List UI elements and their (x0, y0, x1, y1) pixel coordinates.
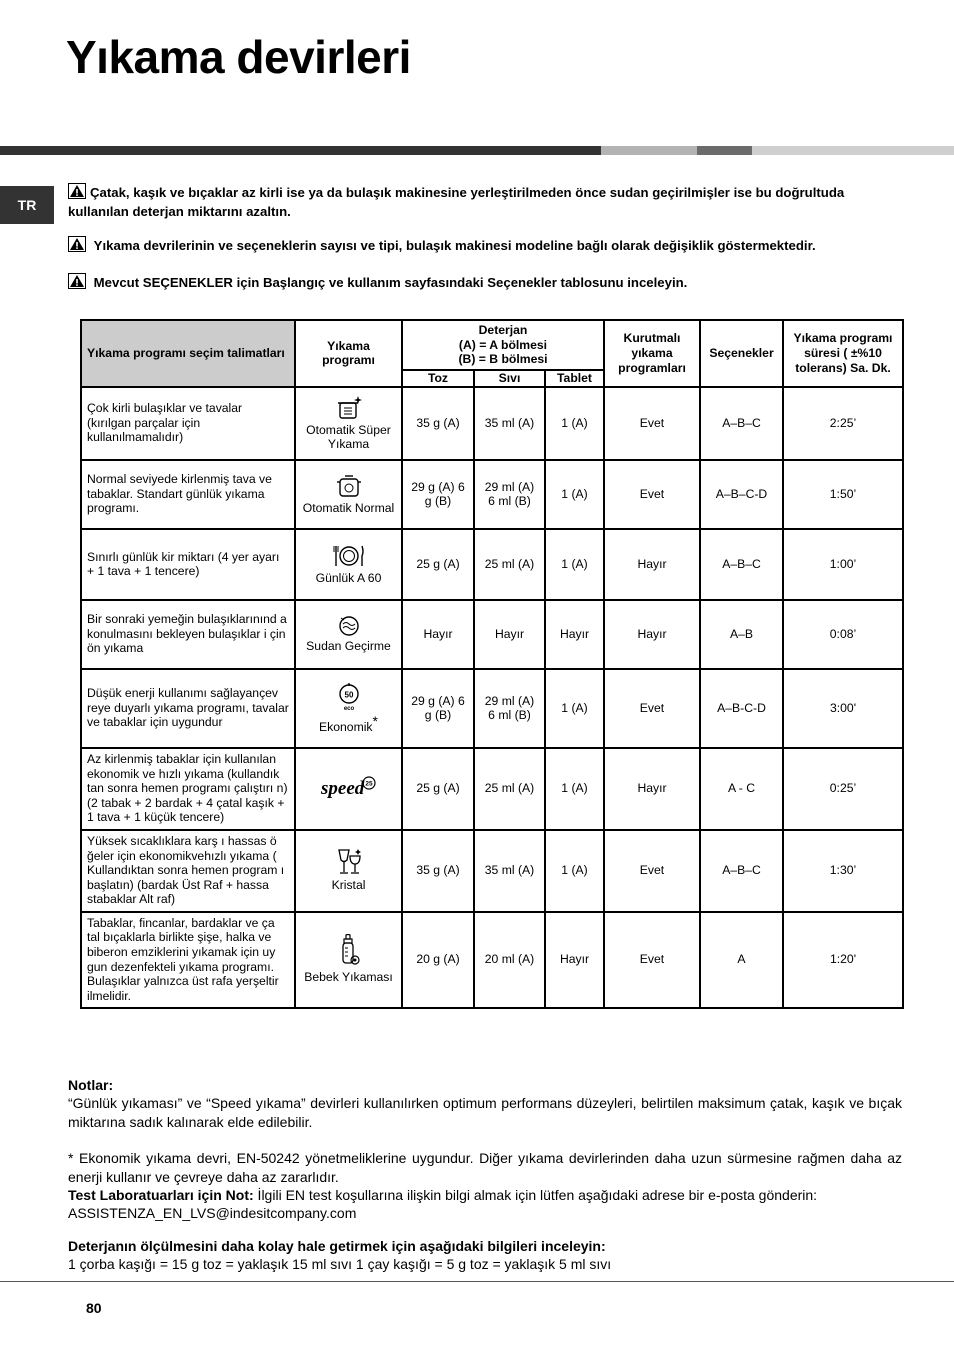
row-duration: 2:25’ (783, 387, 903, 460)
row-drying: Evet (604, 669, 700, 748)
row-tablet: Hayır (545, 600, 604, 669)
row-liquid: 20 ml (A) (474, 912, 545, 1008)
row-powder: 25 g (A) (402, 529, 474, 600)
row-program (295, 529, 402, 600)
row-tablet: 1 (A) (545, 748, 604, 830)
warning-note-2 (68, 236, 888, 255)
row-tablet: 1 (A) (545, 529, 604, 600)
pot-icon (335, 473, 363, 499)
row-powder: 25 g (A) (402, 748, 474, 830)
row-powder: 35 g (A) (402, 830, 474, 912)
program-name: Günlük A 60 (315, 570, 382, 585)
row-duration: 1:20' (783, 912, 903, 1008)
row-tablet: 1 (A) (545, 460, 604, 529)
footer-divider (0, 1281, 954, 1282)
warning-text: Çatak, kaşık ve bıçaklar az kirli ise ya da bulaşık makinesine yerleştirilmeden önce sudan geçirilmişler ise bu doğrultuda kullanılan deterjan miktarını azaltın. (68, 185, 845, 219)
row-duration: 1:00’ (783, 529, 903, 600)
table-row (81, 460, 903, 529)
speed-icon (319, 775, 379, 801)
table-row (81, 387, 903, 460)
row-options: A - C (700, 748, 783, 830)
row-drying: Hayır (604, 600, 700, 669)
header-divider-mid (697, 146, 752, 155)
header-tablet: Tablet (545, 370, 604, 387)
svg-text:50: 50 (344, 690, 353, 700)
header-drying: Kurutmalı yıkama programları (604, 320, 700, 387)
row-instructions: Yüksek sıcaklıklara karş ı hassas ö ğeler için ekonomikvehızlı yıkama ( Kullandıktan sonra hemen program ı başlatın) (bardak Üst Raf + hassa stabaklar Alt raf) (81, 830, 295, 912)
note-economy: * Ekonomik yıkama devri, EN-50242 yönetmeliklerine uygundur. Diğer yıkama devirlerinden daha uzun sürmesine rağmen daha az enerji kullanır ve çevreye daha az zararlıdır. (68, 1150, 902, 1185)
header-liquid: Sıvı (474, 370, 545, 387)
row-program (295, 830, 402, 912)
row-drying: Hayır (604, 529, 700, 600)
row-instructions: Düşük enerji kullanımı sağlayançev reye duyarlı yıkama programı, tavalar ve tabaklar için uygundur (81, 669, 295, 748)
row-liquid: 25 ml (A) (474, 748, 545, 830)
row-options: A–B–C (700, 529, 783, 600)
warning-text: Mevcut SEÇENEKLER için Başlangıç ve kullanım sayfasındaki Seçenekler tablosunu inceleyin. (93, 275, 688, 290)
row-options: A–B–C (700, 387, 783, 460)
wash-programs-table (80, 319, 904, 1009)
row-instructions: Çok kirli bulaşıklar ve tavalar (kırılgan parçalar için kullanılmamalıdır) (81, 387, 295, 460)
row-liquid: 35 ml (A) (474, 387, 545, 460)
header-divider-light (601, 146, 697, 155)
row-powder: 29 g (A) 6 g (B) (402, 460, 474, 529)
row-options: A–B-C-D (700, 669, 783, 748)
header-detergent-title: Deterjan (478, 323, 528, 338)
table-row (81, 912, 903, 1008)
warning-icon (68, 183, 86, 199)
row-liquid: 29 ml (A) 6 ml (B) (474, 460, 545, 529)
program-name: Sudan Geçirme (306, 638, 391, 653)
measure-text: 1 çorba kaşığı = 15 g toz = yaklaşık 15 ml sıvı 1 çay kaşığı = 5 g toz = yaklaşık 5 ml sıvı (68, 1256, 612, 1273)
row-tablet: 1 (A) (545, 669, 604, 748)
speed-icon-text: speed (320, 777, 364, 799)
footnote-mark: * (372, 712, 378, 729)
row-drying: Evet (604, 460, 700, 529)
header-divider-dark (0, 146, 601, 155)
header-detergent-a: (A) = A bölmesi (458, 337, 548, 352)
row-duration: 1:30’ (783, 830, 903, 912)
header-program: Yıkama programı (295, 320, 402, 387)
row-duration: 0:25’ (783, 748, 903, 830)
row-powder: Hayır (402, 600, 474, 669)
row-duration: 0:08’ (783, 600, 903, 669)
row-liquid: 25 ml (A) (474, 529, 545, 600)
row-instructions: Tabaklar, fincanlar, bardaklar ve ça tal bıçaklarla birlikte şişe, halka ve biberon emziklerini yıkamak için uy gun dezenfekteli yıkama programı. Bulaşıklar yalnızca üst rafa yerşeltir ilmelidir. (81, 912, 295, 1008)
row-liquid: 29 ml (A) 6 ml (B) (474, 669, 545, 748)
row-program (295, 460, 402, 529)
warning-icon (68, 273, 86, 289)
row-options: A–B–C-D (700, 460, 783, 529)
pot-sparkle-icon (335, 395, 363, 421)
eco-50-icon (337, 682, 361, 712)
row-drying: Hayır (604, 748, 700, 830)
header-powder: Toz (402, 370, 474, 387)
header-detergent-b: (B) = B bölmesi (458, 352, 548, 367)
table-row (81, 529, 903, 600)
row-instructions: Az kirlenmiş tabaklar için kullanılan ekonomik ve hızlı yıkama (kullandık tan sonra hemen programı çalıştırı n) (2 tabak + 2 bardak + 4 çatal kaşık + 1 tava + 1 küçük tencere) (81, 748, 295, 830)
program-name: Kristal (331, 878, 366, 893)
row-options: A–B–C (700, 830, 783, 912)
speed-icon-badge: 25 (364, 780, 373, 788)
header-options: Seçenekler (700, 320, 783, 387)
warning-icon (68, 236, 86, 252)
page-number: 80 (86, 1300, 102, 1316)
table-row (81, 748, 903, 830)
row-powder: 29 g (A) 6 g (B) (402, 669, 474, 748)
row-program (295, 912, 402, 1008)
svg-text:eco: eco (343, 705, 354, 712)
row-duration: 3:00' (783, 669, 903, 748)
table-row (81, 669, 903, 748)
row-tablet: 1 (A) (545, 830, 604, 912)
row-duration: 1:50’ (783, 460, 903, 529)
row-drying: Evet (604, 387, 700, 460)
row-program (295, 748, 402, 830)
row-options: A (700, 912, 783, 1008)
row-tablet: 1 (A) (545, 387, 604, 460)
language-tab: TR (0, 186, 54, 224)
measure-heading: Deterjanın ölçülmesini daha kolay hale getirmek için aşağıdaki bilgileri inceleyin: (68, 1237, 606, 1254)
table-row (81, 600, 903, 669)
note-daily-speed: “Günlük yıkaması” ve “Speed yıkama” devirleri kullanılırken optimum performans düzeyleri, belirtilen maksimum çatak, kaşık ve bıçak miktarına sadık kalınarak elde edilebilir. (68, 1095, 902, 1130)
header-detergent (402, 320, 604, 370)
header-divider-pale (752, 146, 954, 155)
glasses-icon (335, 848, 363, 876)
notes-heading: Notlar: (68, 1077, 114, 1093)
page-title: Yıkama devirleri (66, 31, 411, 83)
row-drying: Evet (604, 830, 700, 912)
program-name: Otomatik Normal (302, 500, 395, 515)
test-labs-label: Test Laboratuarları için Not: (68, 1187, 254, 1204)
warning-note-3 (68, 273, 888, 292)
baby-bottle-icon (336, 934, 362, 968)
row-program (295, 387, 402, 460)
row-instructions: Sınırlı günlük kir miktarı (4 yer ayarı + 1 tava + 1 tencere) (81, 529, 295, 600)
test-labs-text: İlgili EN test koşullarına ilişkin bilgi almak için lütfen aşağıdaki adrese bir e-posta gönderin: (253, 1187, 818, 1204)
row-powder: 35 g (A) (402, 387, 474, 460)
header-duration: Yıkama programı süresi ( ±%10 tolerans) Sa. Dk. (783, 320, 903, 387)
rinse-icon (336, 615, 362, 637)
row-tablet: Hayır (545, 912, 604, 1008)
row-instructions: Normal seviyede kirlenmiş tava ve tabaklar. Standart günlük yıkama programı. (81, 460, 295, 529)
row-instructions: Bir sonraki yemeğin bulaşıklarınınd a konulmasını bekleyen bulaşıklar i çin ön yıkama (81, 600, 295, 669)
contact-email: ASSISTENZA_EN_LVS@indesitcompany.com (68, 1205, 357, 1222)
note-test-labs (68, 1186, 902, 1204)
row-powder: 20 g (A) (402, 912, 474, 1008)
plate-cutlery-icon (333, 543, 365, 569)
table-row (81, 830, 903, 912)
program-name: Otomatik Süper Yıkama (306, 422, 391, 452)
row-drying: Evet (604, 912, 700, 1008)
notes-section (68, 1076, 902, 1274)
warning-text: Yıkama devrilerinin ve seçeneklerin sayısı ve tipi, bulaşık makinesi modeline bağlı olarak değişiklik göstermektedir. (93, 238, 816, 253)
warning-note-1 (68, 183, 888, 221)
header-instructions: Yıkama programı seçim talimatları (81, 320, 295, 387)
program-name: Bebek Yıkaması (304, 970, 393, 985)
row-liquid: 35 ml (A) (474, 830, 545, 912)
row-program (295, 600, 402, 669)
program-name-text: Ekonomik (319, 719, 373, 734)
row-options: A–B (700, 600, 783, 669)
row-liquid: Hayır (474, 600, 545, 669)
row-program (295, 669, 402, 748)
program-name (301, 714, 396, 735)
